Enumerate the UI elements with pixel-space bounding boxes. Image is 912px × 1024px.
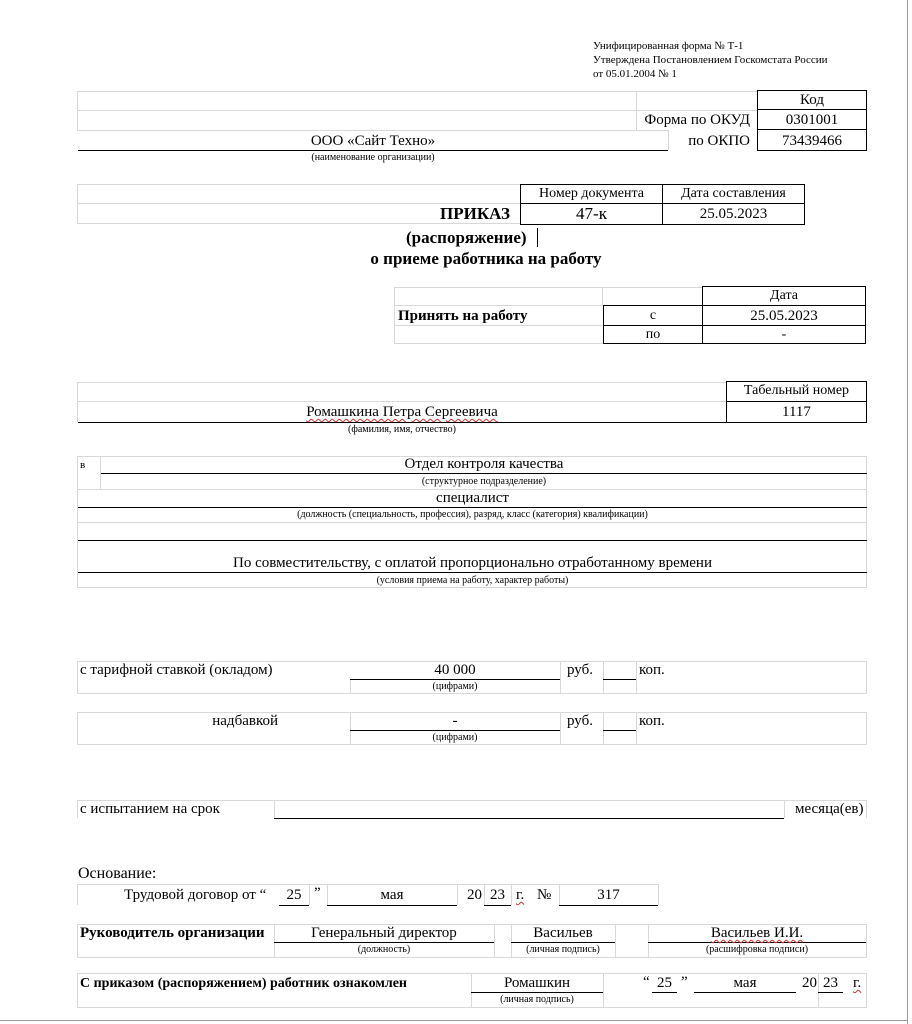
rate-kop-label: коп. [639, 662, 665, 678]
form-note-line3: от 05.01.2004 № 1 [593, 68, 677, 80]
form-note-line2: Утверждена Постановлением Госкомстата России [593, 54, 828, 66]
rate-rub-label: руб. [567, 662, 593, 678]
head-label: Руководитель организации [80, 925, 265, 941]
probation-label: с испытанием на срок [80, 801, 220, 817]
bonus-label: надбавкой [212, 713, 278, 729]
tabnum-header: Табельный номер [743, 383, 850, 398]
conditions-caption: (условия приема на работу, характер работы) [376, 575, 569, 586]
order-title: ПРИКАЗ [440, 204, 510, 223]
head-signature-caption: (личная подпись) [526, 944, 600, 955]
bonus-digits-caption: (цифрами) [432, 732, 478, 743]
ack-year-label: г. [853, 975, 862, 991]
okpo-value: 73439466 [782, 133, 842, 149]
hire-to-date: - [781, 327, 787, 342]
position-title: специалист [436, 490, 509, 506]
code-header: Код [800, 92, 824, 108]
employee-caption: (фамилия, имя, отчество) [348, 424, 456, 435]
ack-year-suffix: 23 [823, 975, 838, 991]
rate-digits-caption: (цифрами) [432, 681, 478, 692]
organization-name: ООО «Сайт Техно» [310, 133, 436, 149]
ack-day: 25 [657, 975, 672, 991]
head-full-name-caption: (расшифровка подписи) [705, 944, 809, 955]
doc-date-header: Дата составления [681, 186, 786, 201]
form-note-line1: Унифицированная форма № Т-1 [593, 40, 744, 52]
basis-label: Основание: [78, 865, 157, 882]
okud-label: Форма по ОКУД [644, 112, 750, 128]
bonus-rub-label: руб. [567, 713, 593, 729]
okpo-label: по ОКПО [688, 133, 750, 149]
ack-signature-caption: (личная подпись) [500, 994, 574, 1005]
head-signature: Васильев [533, 925, 593, 941]
organization-caption: (наименование организации) [311, 152, 435, 163]
ack-signature: Ромашкин [503, 975, 571, 991]
bonus-kop-label: коп. [639, 713, 665, 729]
contract-month: мая [380, 887, 404, 903]
ack-label: С приказом (распоряжением) работник ознакомлен [80, 976, 407, 991]
contract-label: Трудовой договор от “ [124, 887, 267, 903]
hire-from-label: с [649, 308, 657, 323]
employee-name: Ромашкина Петра Сергеевича [306, 404, 498, 420]
department: Отдел контроля качества [404, 456, 564, 472]
hire-label: Принять на работу [398, 308, 528, 324]
contract-number: 317 [597, 887, 620, 903]
position-caption: (должность (специальность, профессия), разряд, класс (категория) квалификации) [297, 509, 648, 520]
contract-day: 25 [286, 887, 302, 903]
probation-unit: месяца(ев) [795, 801, 864, 817]
contract-year-suffix: 23 [490, 887, 505, 903]
page-right-edge [907, 0, 908, 1024]
order-subtitle-2: о приеме работника на работу [370, 249, 602, 268]
hire-to-label: по [645, 327, 661, 342]
head-position: Генеральный директор [311, 925, 457, 941]
doc-number: 47-к [576, 204, 607, 223]
order-subtitle-1: (распоряжение) [406, 228, 527, 247]
okud-value: 0301001 [785, 112, 839, 128]
work-conditions: По совместительству, с оплатой пропорционально отработанному времени [233, 555, 712, 571]
rate-value: 40 000 [434, 662, 476, 678]
contract-year-prefix: 20 [467, 887, 482, 903]
ack-close-quote: ” [681, 974, 688, 990]
head-full-name: Васильев И.И. [710, 925, 804, 941]
contract-number-label: № [537, 887, 552, 903]
rate-label: с тарифной ставкой (окладом) [80, 662, 273, 678]
ack-month: мая [733, 975, 757, 991]
page-bottom-edge [0, 1020, 908, 1021]
contract-close-quote: ” [314, 885, 321, 901]
doc-date: 25.05.2023 [699, 206, 768, 222]
department-caption: (структурное подразделение) [421, 476, 547, 487]
in-label: в [80, 459, 86, 471]
bonus-value: - [452, 713, 458, 729]
ack-year-prefix: 20 [802, 975, 817, 991]
text-cursor [537, 228, 538, 247]
employee-tabnum: 1117 [782, 404, 811, 420]
head-position-caption: (должность) [357, 944, 411, 955]
doc-number-header: Номер документа [538, 186, 645, 201]
ack-open-quote: “ [643, 974, 650, 990]
hire-date-header: Дата [770, 288, 798, 303]
hire-from-date: 25.05.2023 [750, 308, 818, 324]
contract-year-label: г. [516, 887, 525, 903]
